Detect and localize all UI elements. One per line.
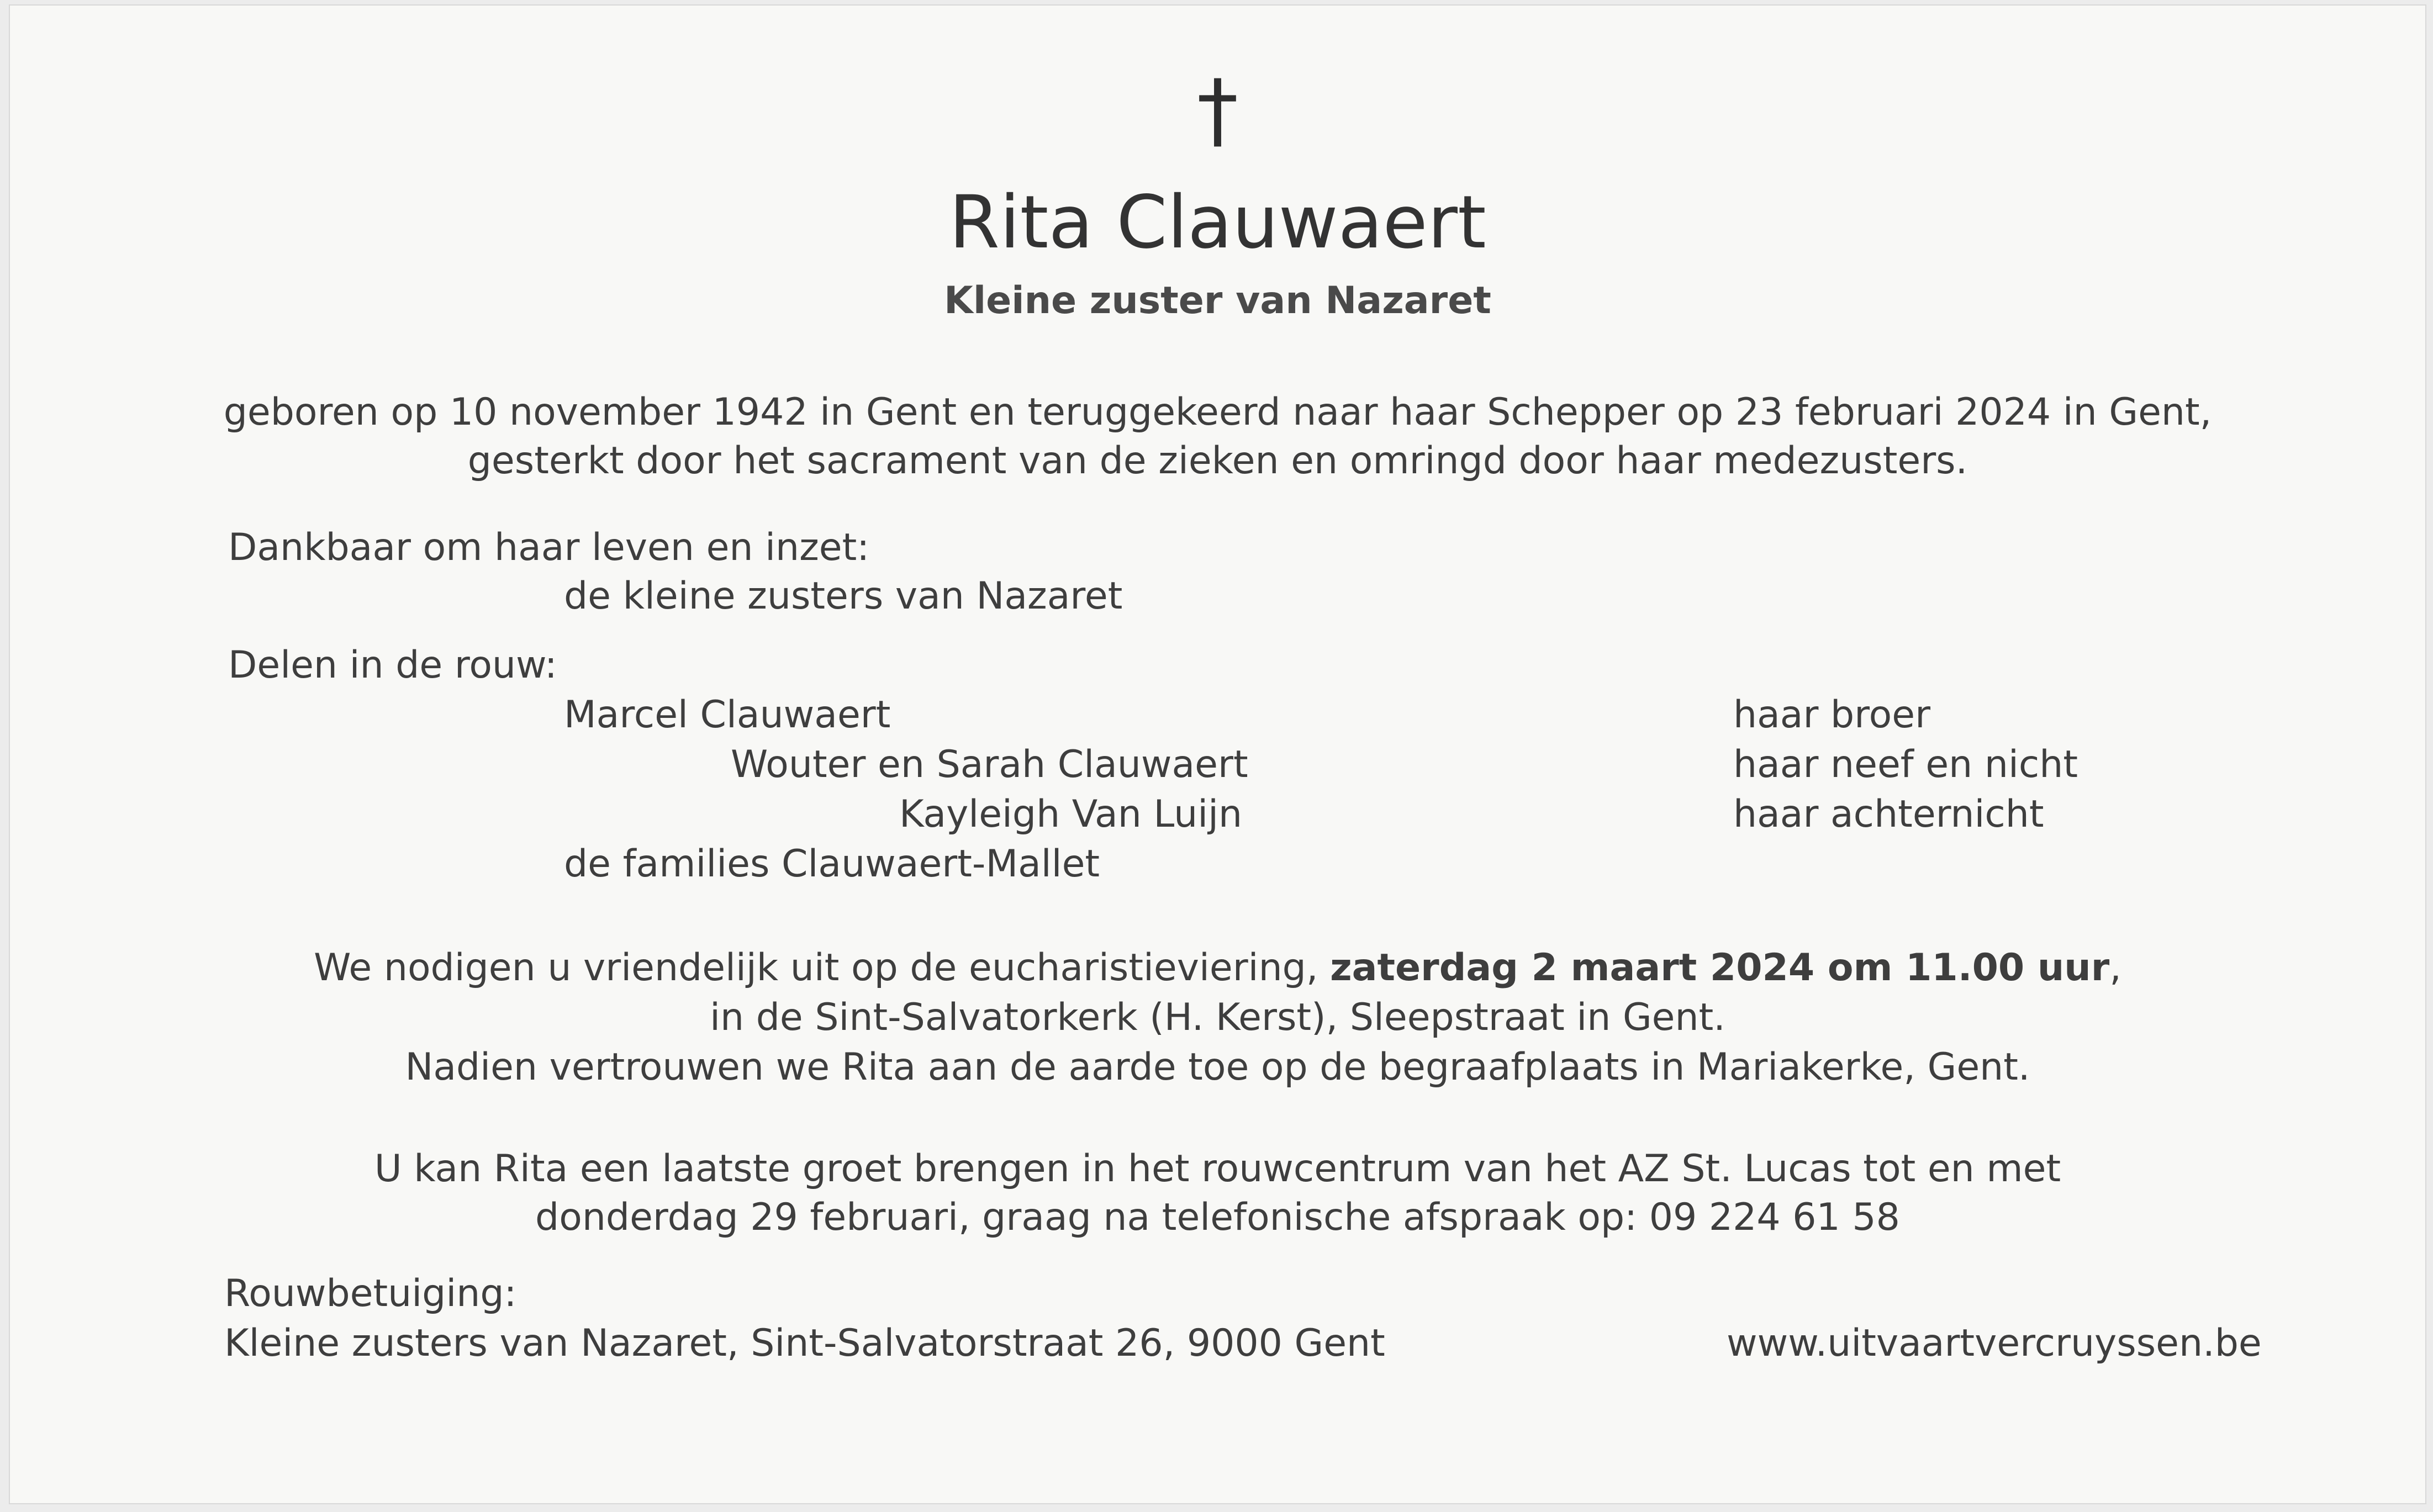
website-link[interactable]: www.uitvaartvercruyssen.be (1727, 1321, 2262, 1365)
invitation-punct: , (2109, 946, 2121, 990)
cross-icon: † (1197, 62, 1238, 158)
gratitude-heading: Dankbaar om haar leven en inzet: (228, 526, 870, 569)
birth-line-2: gesterkt door het sacrament van de zieken en omringd door haar medezusters. (467, 439, 1968, 483)
mourner-relation: haar achternicht (1733, 792, 2044, 836)
service-datetime: zaterdag 2 maart 2024 om 11.00 uur (1330, 946, 2110, 990)
mourner-relation: haar broer (1733, 693, 1931, 737)
condolences-heading: Rouwbetuiging: (224, 1272, 517, 1315)
invitation-line-2: in de Sint-Salvatorkerk (H. Kerst), Sleepstraat in Gent. (710, 996, 1725, 1039)
visit-line-2: donderdag 29 februari, graag na telefonische afspraak op: 09 224 61 58 (535, 1196, 1900, 1239)
gratitude-by: de kleine zusters van Nazaret (564, 574, 1123, 618)
mourner-name: Wouter en Sarah Clauwaert (731, 743, 1248, 786)
memorial-card (10, 6, 2425, 1503)
mourner-name: Marcel Clauwaert (564, 693, 891, 737)
mourner-name: Kayleigh Van Luijn (899, 792, 1243, 836)
invitation-text: We nodigen u vriendelijk uit op de eucharistieviering, (314, 946, 1331, 990)
mourner-name: de families Clauwaert-Mallet (564, 842, 1100, 886)
invitation-line-1 (10, 943, 2425, 993)
mourner-relation: haar neef en nicht (1733, 743, 2078, 786)
mourners-heading: Delen in de rouw: (228, 643, 557, 687)
subtitle: Kleine zuster van Nazaret (944, 279, 1491, 323)
birth-line-1: geboren op 10 november 1942 in Gent en teruggekeerd naar haar Schepper op 23 februari 2024 in Gent, (223, 390, 2212, 434)
condolences-address: Kleine zusters van Nazaret, Sint-Salvatorstraat 26, 9000 Gent (224, 1321, 1385, 1365)
invitation-line-3: Nadien vertrouwen we Rita aan de aarde toe op de begraafplaats in Mariakerke, Gent. (405, 1045, 2030, 1089)
visit-line-1: U kan Rita een laatste groet brengen in het rouwcentrum van het AZ St. Lucas tot en met (374, 1147, 2061, 1191)
deceased-name: Rita Clauwaert (949, 180, 1486, 265)
